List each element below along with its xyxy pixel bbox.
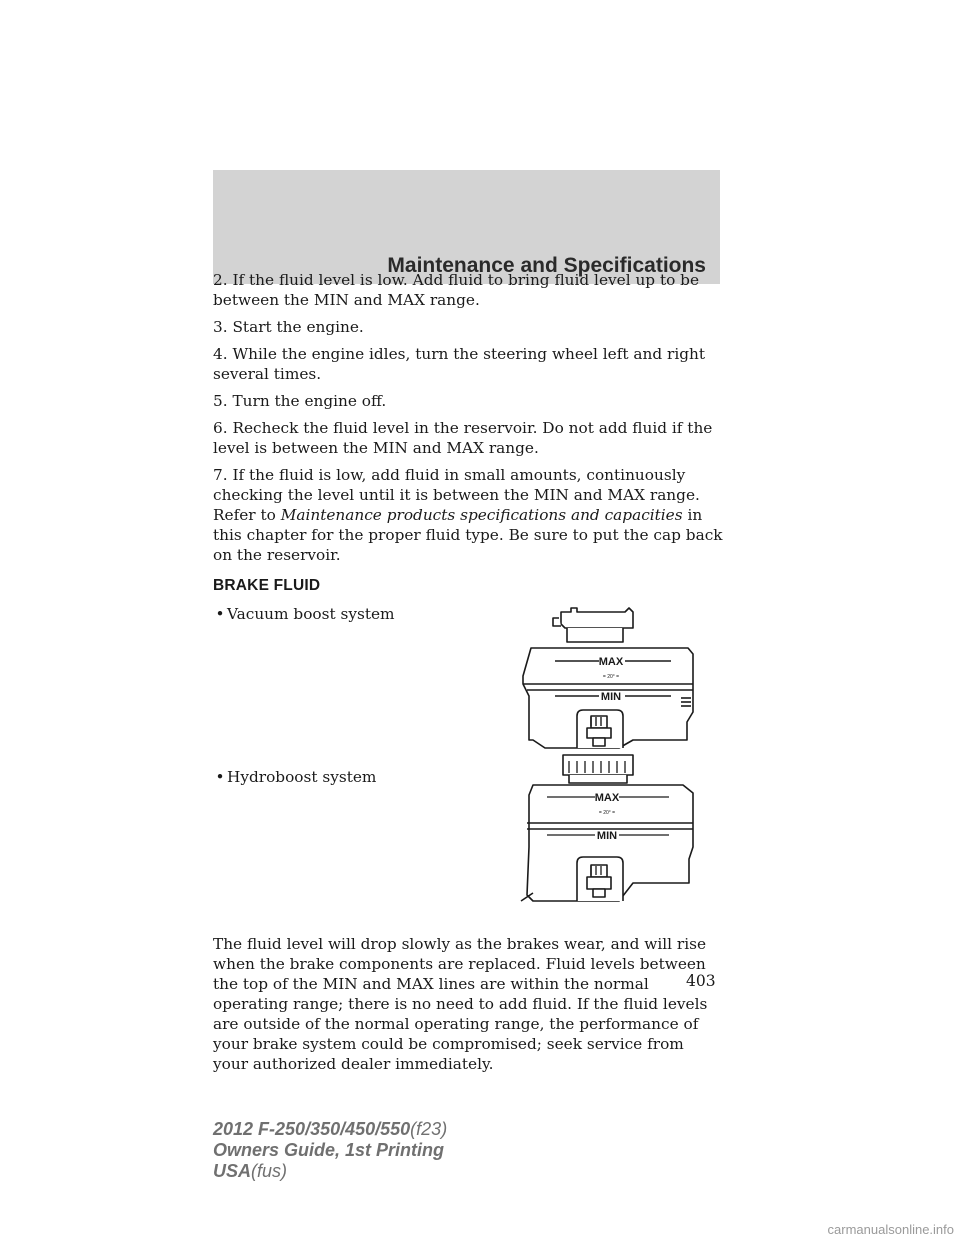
watermark: carmanualsonline.info: [827, 1222, 954, 1237]
min-label: MIN: [596, 830, 618, 842]
step-6: 6. Recheck the fluid level in the reservoir. Do not add fluid if the level is between the MIN and MAX range.: [213, 419, 713, 457]
footer-model-code: (f23): [410, 1119, 448, 1139]
vacuum-boost-reservoir-diagram: [493, 604, 703, 759]
step-7: [213, 465, 723, 565]
footer-line-3: [213, 1161, 447, 1182]
page-number: 403: [686, 972, 716, 990]
brake-fluid-paragraph: The fluid level will drop slowly as the brakes wear, and will rise when the brake components are replaced. Fluid levels between the top of the MIN and MAX lines are within the normal operating range; there is no need to add fluid. If the fluid levels are outside of the normal operating range, the performance of your brake system could be compromised; seek service from your authorized dealer immediately.: [213, 935, 708, 1073]
min-label: MIN: [600, 691, 622, 703]
angle-mark-label: = 20° =: [598, 810, 616, 816]
vacuum-boost-label: Vacuum boost system: [227, 605, 395, 623]
list-item-text: [213, 604, 395, 624]
page-content: [213, 270, 723, 1081]
footer-line-2: Owners Guide, 1st Printing: [213, 1140, 445, 1160]
section-title: Maintenance and Specifications: [387, 254, 706, 277]
footer: [213, 1119, 447, 1182]
step-7-reference: Maintenance products specifications and capacities: [280, 506, 683, 524]
step-2: 2. If the fluid level is low. Add fluid to bring fluid level up to be between the MIN and MAX range.: [213, 271, 700, 309]
brake-fluid-heading: BRAKE FLUID: [213, 577, 321, 594]
bullet-icon: •: [215, 605, 225, 623]
angle-mark-label: = 20° =: [602, 674, 620, 680]
step-3: 3. Start the engine.: [213, 318, 364, 336]
section-header-band: [213, 170, 720, 284]
step-4: 4. While the engine idles, turn the steering wheel left and right several times.: [213, 345, 706, 383]
step-5: 5. Turn the engine off.: [213, 392, 387, 410]
footer-model: 2012 F-250/350/450/550: [213, 1119, 411, 1139]
bullet-icon: •: [215, 768, 225, 786]
hydroboost-label: Hydroboost system: [227, 768, 377, 786]
step-7-text: 7. If the fluid is low, add fluid in small amounts, continuously checking the level until it is between the MIN and MAX range. Refer to: [213, 466, 700, 524]
max-label: MAX: [594, 792, 620, 804]
step-7-text-end: in this chapter for the proper fluid type. Be sure to put the cap back on the reservoir.: [213, 506, 723, 564]
footer-market: USA: [213, 1161, 252, 1181]
max-label: MAX: [598, 656, 624, 668]
hydroboost-reservoir-diagram: [493, 751, 703, 906]
footer-market-code: (fus): [251, 1161, 288, 1181]
footer-line-1: [213, 1119, 447, 1140]
list-item-vacuum-boost: [213, 604, 723, 767]
list-item-text: [213, 767, 376, 787]
list-item-hydroboost: [213, 767, 723, 930]
